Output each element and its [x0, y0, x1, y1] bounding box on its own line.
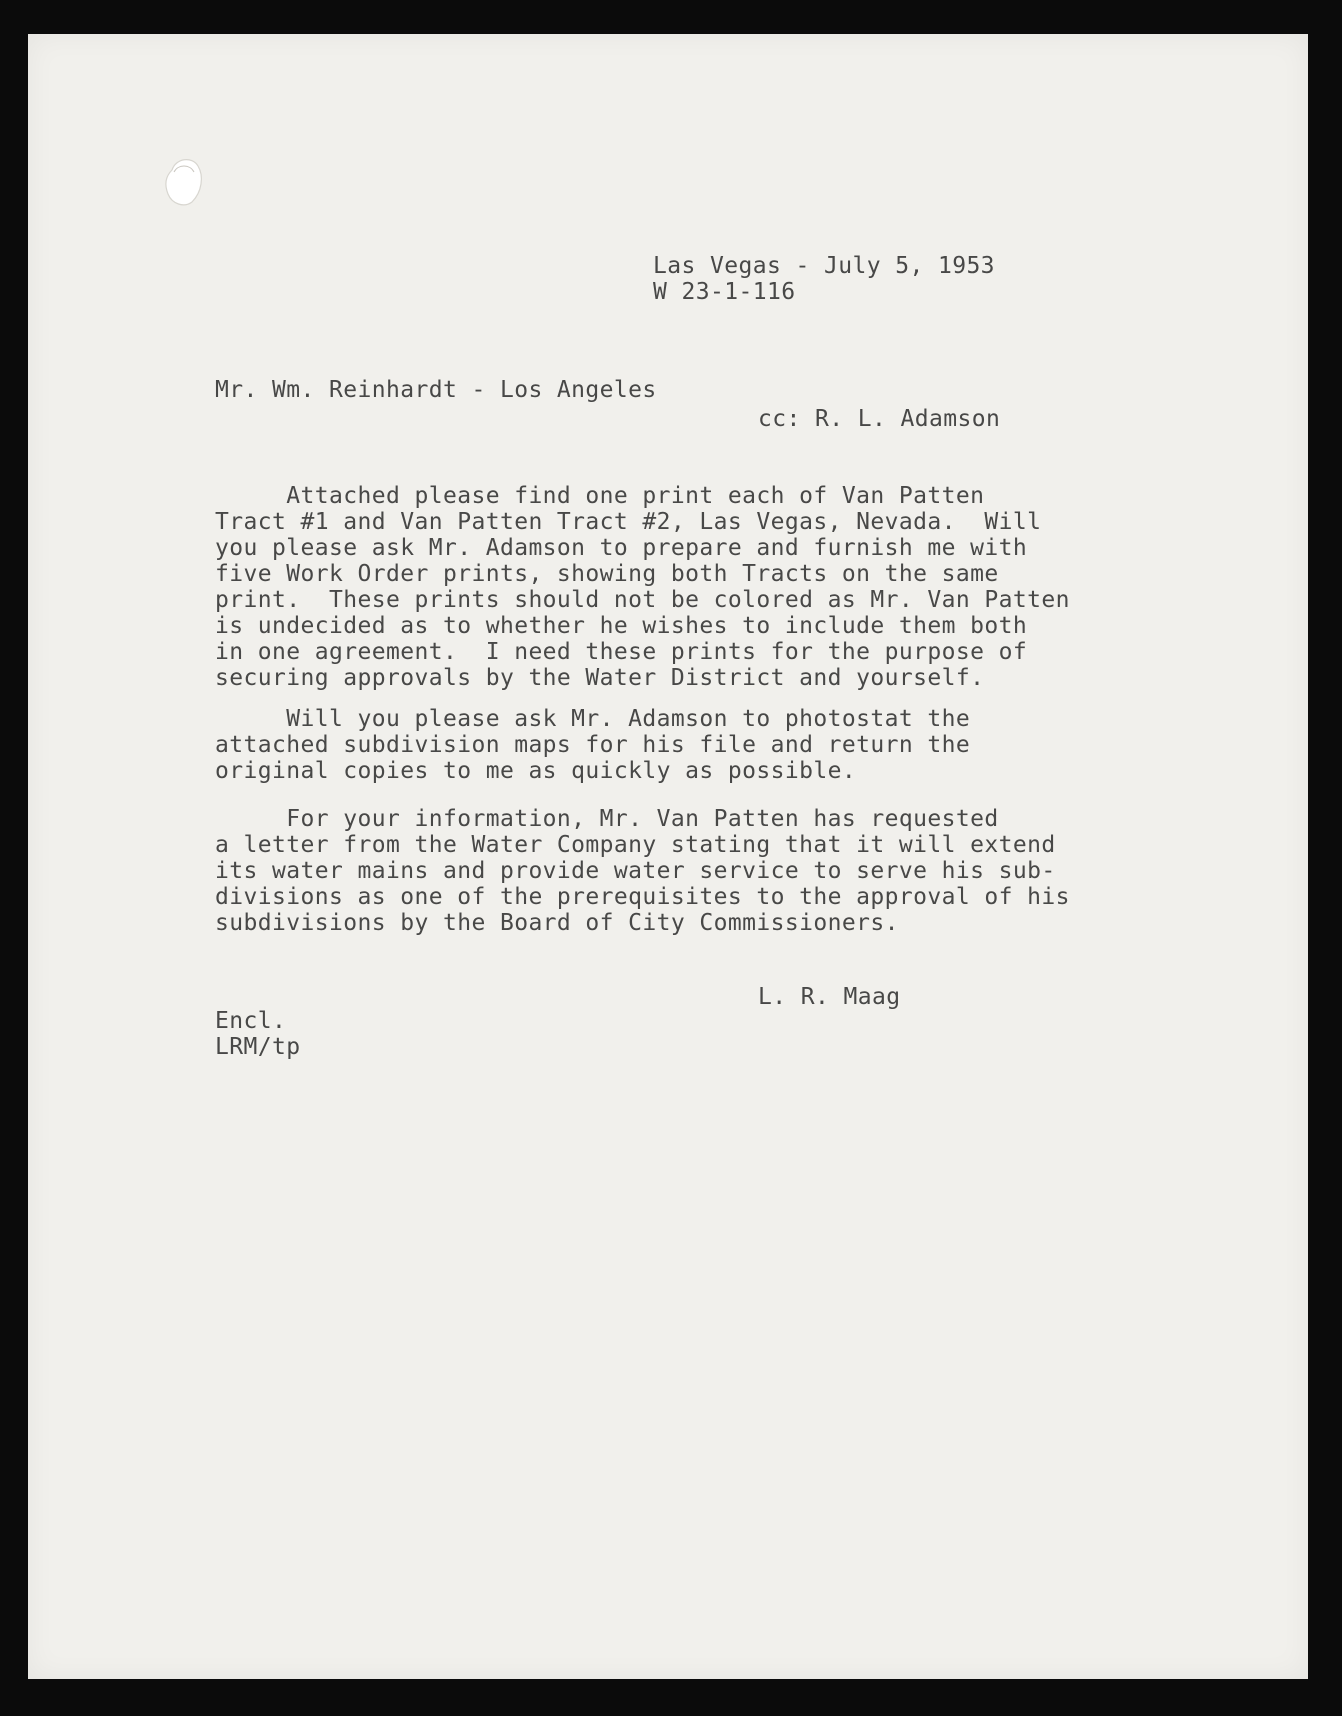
paragraph-line: is undecided as to whether he wishes to include them both	[215, 613, 1028, 639]
paragraph-line: attached subdivision maps for his file and return the	[215, 732, 971, 758]
body-paragraph-2	[215, 706, 970, 784]
addressee-line: Mr. Wm. Reinhardt - Los Angeles	[215, 377, 657, 403]
paragraph-line: Attached please find one print each of Van Patten	[215, 483, 985, 509]
signature-name: L. R. Maag	[758, 984, 901, 1010]
letter-dateline: Las Vegas - July 5, 1953	[653, 253, 995, 279]
paragraph-line: divisions as one of the prerequisites to the approval of his	[215, 884, 1070, 910]
paragraph-line: print. These prints should not be colored as Mr. Van Patten	[215, 587, 1070, 613]
paragraph-line: a letter from the Water Company stating that it will extend	[215, 832, 1056, 858]
carbon-copy-line: cc: R. L. Adamson	[758, 406, 1001, 432]
file-number: W 23-1-116	[653, 279, 796, 305]
paragraph-line: in one agreement. I need these prints for the purpose of	[215, 639, 1028, 665]
punched-hole-mark	[158, 152, 210, 212]
paragraph-line: securing approvals by the Water District and yourself.	[215, 665, 985, 691]
body-paragraph-1	[215, 483, 1070, 691]
paragraph-line: Tract #1 and Van Patten Tract #2, Las Vegas, Nevada. Will	[215, 509, 1042, 535]
paragraph-line: For your information, Mr. Van Patten has requested	[215, 806, 999, 832]
paragraph-line: five Work Order prints, showing both Tracts on the same	[215, 561, 999, 587]
typist-initials: LRM/tp	[215, 1034, 301, 1060]
body-paragraph-3	[215, 806, 1070, 936]
paragraph-line: its water mains and provide water service to serve his sub-	[215, 858, 1056, 884]
paragraph-line: subdivisions by the Board of City Commissioners.	[215, 910, 899, 936]
paragraph-line: original copies to me as quickly as possible.	[215, 758, 857, 784]
enclosure-note: Encl.	[215, 1008, 287, 1034]
paragraph-line: Will you please ask Mr. Adamson to photostat the	[215, 706, 971, 732]
paragraph-line: you please ask Mr. Adamson to prepare and furnish me with	[215, 535, 1028, 561]
